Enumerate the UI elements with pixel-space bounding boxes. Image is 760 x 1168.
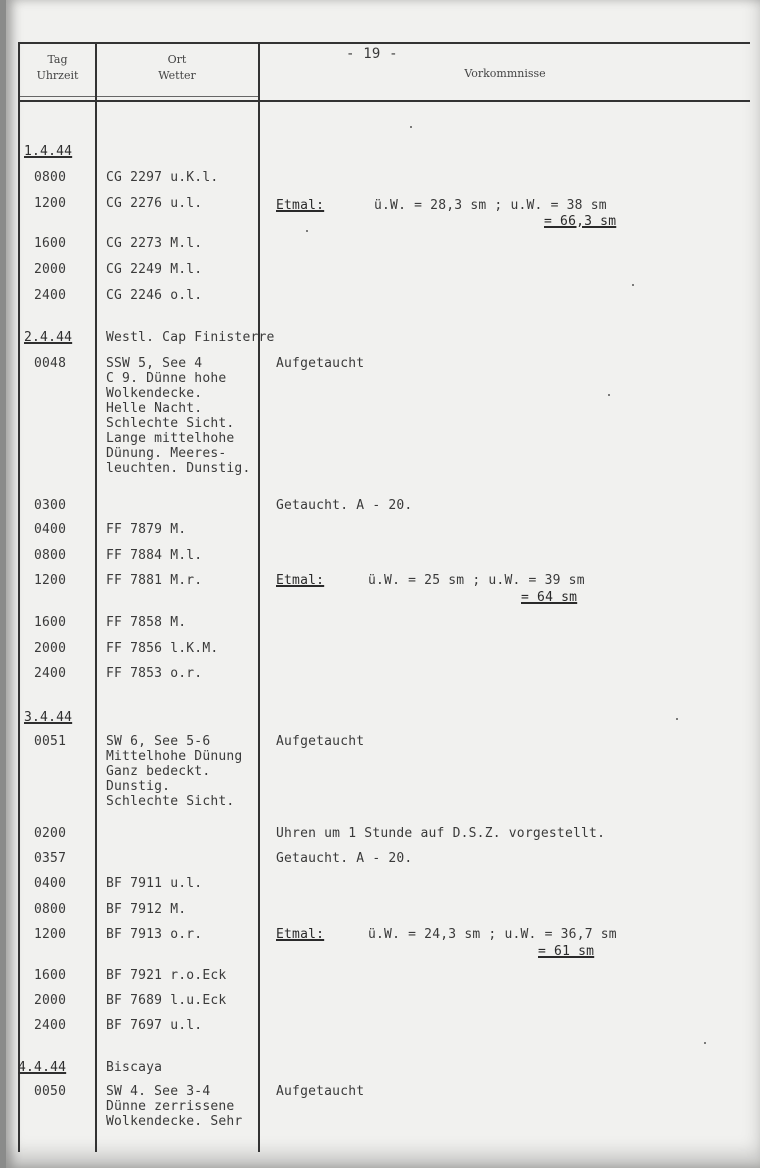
entry-time: 2400 bbox=[34, 666, 67, 681]
position: BF 7697 u.l. bbox=[106, 1018, 203, 1033]
entry-time: 2400 bbox=[34, 1018, 67, 1033]
position: CG 2249 M.l. bbox=[106, 262, 203, 277]
position: BF 7913 o.r. bbox=[106, 927, 203, 942]
area-name: Westl. Cap Finisterre bbox=[106, 330, 275, 345]
logbook-page bbox=[6, 0, 760, 1168]
position: BF 7921 r.o.Eck bbox=[106, 968, 227, 983]
header-ort-wetter: Ort Wetter bbox=[158, 53, 196, 82]
area-name: Biscaya bbox=[106, 1060, 163, 1075]
date-label: 3.4.44 bbox=[24, 710, 73, 725]
position: CG 2276 u.l. bbox=[106, 196, 203, 211]
entry-time: 0800 bbox=[34, 548, 67, 563]
entry-time: 0050 bbox=[34, 1084, 67, 1099]
header-tag-uhrzeit: Tag Uhrzeit bbox=[36, 53, 79, 82]
etmal-calculation: ü.W. = 28,3 sm ; u.W. = 38 sm bbox=[374, 198, 607, 213]
entry-time: 0400 bbox=[34, 522, 67, 537]
entry-time: 2000 bbox=[34, 641, 67, 656]
column-divider-1 bbox=[95, 42, 97, 1152]
paper-speck bbox=[608, 394, 610, 396]
entry-time: 0048 bbox=[34, 356, 67, 371]
date-label: 4.4.44 bbox=[18, 1060, 67, 1075]
weather-description: SW 4. See 3-4 Dünne zerrissene Wolkendecke. Sehr bbox=[106, 1084, 243, 1129]
etmal-label: Etmal: bbox=[276, 927, 325, 942]
entry-time: 0357 bbox=[34, 851, 67, 866]
entry-time: 0300 bbox=[34, 498, 67, 513]
position: FF 7858 M. bbox=[106, 615, 187, 630]
paper-speck bbox=[306, 230, 308, 232]
entry-time: 0200 bbox=[34, 826, 67, 841]
entry-time: 1600 bbox=[34, 615, 67, 630]
date-label: 1.4.44 bbox=[24, 144, 73, 159]
position: BF 7911 u.l. bbox=[106, 876, 203, 891]
entry-time: 2000 bbox=[34, 262, 67, 277]
position: FF 7856 l.K.M. bbox=[106, 641, 219, 656]
entry-time: 2400 bbox=[34, 288, 67, 303]
left-margin-line bbox=[18, 42, 20, 1152]
position: CG 2273 M.l. bbox=[106, 236, 203, 251]
etmal-total: = 61 sm bbox=[538, 944, 595, 959]
weather-description: SSW 5, See 4 C 9. Dünne hohe Wolkendecke. Helle Nacht. Schlechte Sicht. Lange mittelhohe Dünung. Meeres- leuchten. Dunstig. bbox=[106, 356, 251, 476]
position: FF 7884 M.l. bbox=[106, 548, 203, 563]
position: FF 7879 M. bbox=[106, 522, 187, 537]
etmal-label: Etmal: bbox=[276, 573, 325, 588]
header-bottom-rule bbox=[20, 100, 750, 102]
event-text: Uhren um 1 Stunde auf D.S.Z. vorgestellt. bbox=[276, 826, 606, 841]
position: FF 7853 o.r. bbox=[106, 666, 203, 681]
header-top-rule bbox=[20, 42, 750, 44]
event-text: Aufgetaucht bbox=[276, 1084, 365, 1099]
entry-time: 1200 bbox=[34, 196, 67, 211]
column-divider-2 bbox=[258, 42, 260, 1152]
page-number: - 19 - bbox=[346, 46, 398, 62]
event-text: Getaucht. A - 20. bbox=[276, 498, 413, 513]
entry-time: 0800 bbox=[34, 170, 67, 185]
header-vorkommnisse: Vorkommnisse bbox=[464, 67, 546, 80]
entry-time: 1200 bbox=[34, 927, 67, 942]
header-inner-rule bbox=[20, 96, 260, 97]
etmal-total: = 66,3 sm bbox=[544, 214, 617, 229]
entry-time: 0051 bbox=[34, 734, 67, 749]
paper-speck bbox=[704, 1042, 706, 1044]
event-text: Getaucht. A - 20. bbox=[276, 851, 413, 866]
paper-speck bbox=[676, 718, 678, 720]
position: BF 7912 M. bbox=[106, 902, 187, 917]
weather-description: SW 6, See 5-6 Mittelhohe Dünung Ganz bedeckt. Dunstig. Schlechte Sicht. bbox=[106, 734, 243, 809]
date-label: 2.4.44 bbox=[24, 330, 73, 345]
entry-time: 0400 bbox=[34, 876, 67, 891]
etmal-calculation: ü.W. = 25 sm ; u.W. = 39 sm bbox=[368, 573, 585, 588]
entry-time: 0800 bbox=[34, 902, 67, 917]
etmal-label: Etmal: bbox=[276, 198, 325, 213]
event-text: Aufgetaucht bbox=[276, 734, 365, 749]
paper-speck bbox=[410, 126, 412, 128]
entry-time: 2000 bbox=[34, 993, 67, 1008]
event-text: Aufgetaucht bbox=[276, 356, 365, 371]
entry-time: 1600 bbox=[34, 968, 67, 983]
paper-speck bbox=[632, 284, 634, 286]
entry-time: 1600 bbox=[34, 236, 67, 251]
position: FF 7881 M.r. bbox=[106, 573, 203, 588]
entry-time: 1200 bbox=[34, 573, 67, 588]
position: CG 2297 u.K.l. bbox=[106, 170, 219, 185]
position: BF 7689 l.u.Eck bbox=[106, 993, 227, 1008]
etmal-total: = 64 sm bbox=[521, 590, 578, 605]
etmal-calculation: ü.W. = 24,3 sm ; u.W. = 36,7 sm bbox=[368, 927, 617, 942]
position: CG 2246 o.l. bbox=[106, 288, 203, 303]
